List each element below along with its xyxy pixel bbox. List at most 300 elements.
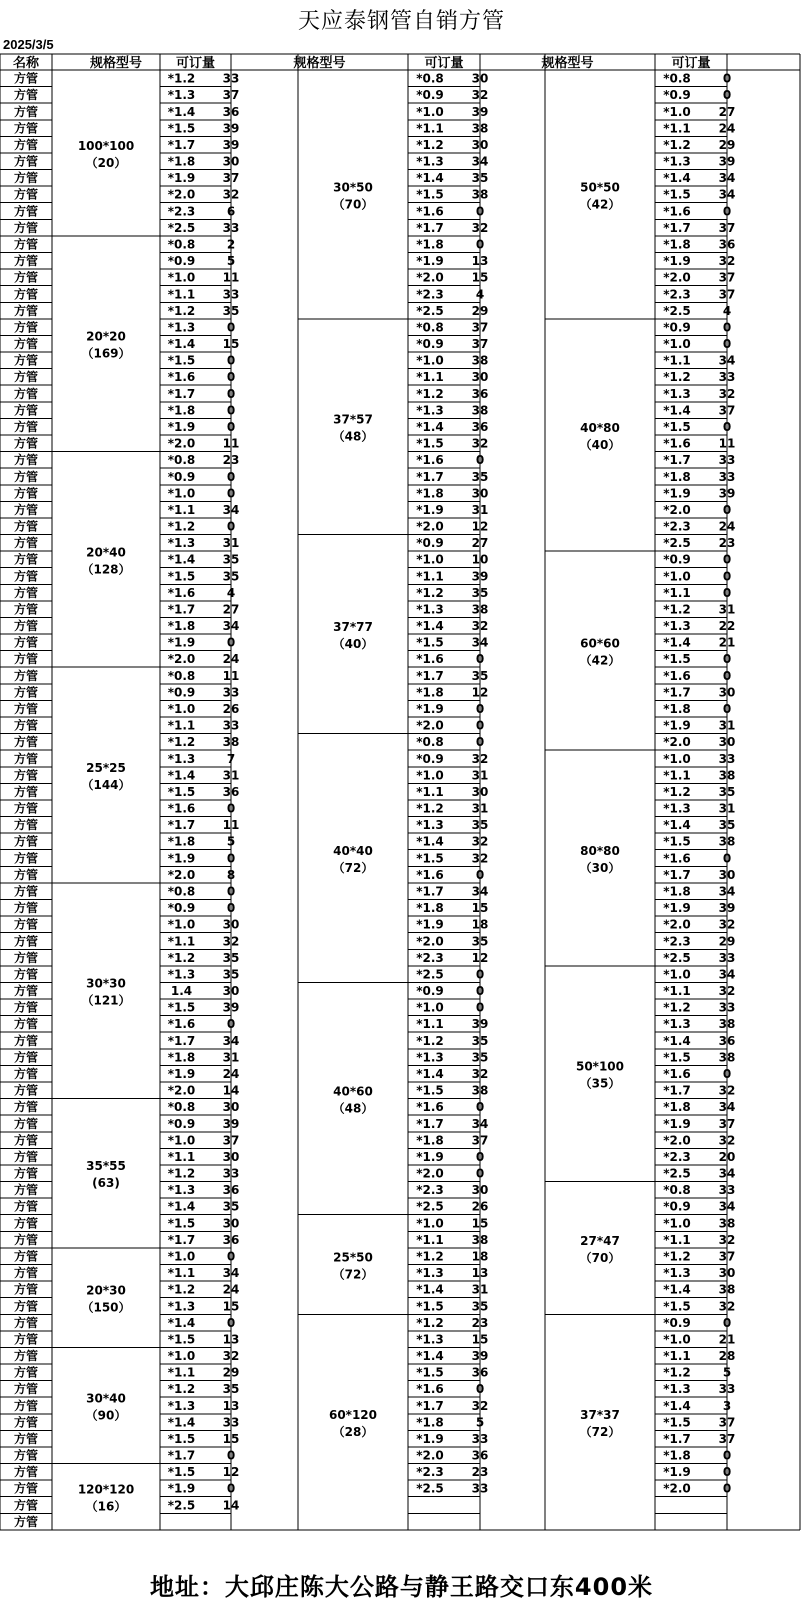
quantity-cell: 29 [718, 137, 736, 152]
quantity-cell: 0 [722, 337, 732, 352]
row-name-label: 方管 [13, 1183, 39, 1198]
thickness-cell: *1.5 [167, 353, 196, 368]
thickness-cell: *1.2 [416, 585, 444, 600]
group-total-label: （70） [579, 1250, 621, 1265]
quantity-cell: 32 [222, 934, 240, 949]
row-name-label: 方管 [13, 635, 39, 650]
row-name-label: 方管 [13, 834, 39, 849]
quantity-cell: 15 [222, 1299, 240, 1314]
quantity-cell: 39 [222, 1116, 240, 1131]
quantity-cell: 24 [718, 519, 736, 534]
quantity-cell: 36 [718, 1033, 736, 1048]
quantity-cell: 38 [471, 602, 489, 617]
thickness-cell: *1.1 [167, 1365, 196, 1380]
quantity-cell: 34 [718, 1100, 736, 1115]
quantity-cell: 0 [722, 88, 732, 103]
quantity-cell: 13 [471, 1266, 489, 1281]
quantity-cell: 27 [222, 602, 240, 617]
quantity-cell: 32 [471, 1066, 489, 1081]
thickness-cell: *1.0 [167, 1133, 196, 1148]
header-spec: 规格型号 [89, 56, 143, 71]
row-name-label: 方管 [13, 1149, 39, 1164]
thickness-cell: *1.6 [663, 204, 691, 219]
quantity-cell: 30 [471, 784, 489, 799]
quantity-cell: 38 [471, 403, 489, 418]
thickness-cell: *2.3 [416, 1183, 444, 1198]
thickness-cell: *1.6 [416, 204, 444, 219]
quantity-cell: 11 [222, 668, 240, 683]
thickness-cell: *1.7 [663, 867, 691, 882]
group-total-label: （30） [579, 861, 621, 876]
thickness-cell: *0.9 [416, 88, 444, 103]
row-name-label: 方管 [13, 1249, 39, 1264]
row-name-label: 方管 [13, 685, 39, 700]
thickness-cell: *1.5 [416, 1365, 444, 1380]
quantity-cell: 32 [718, 1232, 736, 1247]
quantity-cell: 32 [471, 88, 489, 103]
thickness-cell: *2.0 [416, 519, 444, 534]
quantity-cell: 36 [471, 1365, 489, 1380]
row-name-label: 方管 [13, 934, 39, 949]
thickness-cell: *1.1 [167, 1149, 196, 1164]
quantity-cell: 30 [471, 370, 489, 385]
quantity-cell: 0 [475, 1000, 485, 1015]
group-total-label: （28） [332, 1425, 374, 1440]
quantity-cell: 32 [718, 254, 736, 269]
row-name-label: 方管 [13, 619, 39, 634]
thickness-cell: *1.8 [416, 486, 444, 501]
thickness-cell: *1.9 [416, 254, 444, 269]
thickness-cell: *1.7 [663, 453, 691, 468]
thickness-cell: *1.8 [167, 1050, 196, 1065]
thickness-cell: *2.3 [663, 287, 691, 302]
quantity-cell: 0 [475, 735, 485, 750]
quantity-cell: 15 [471, 1332, 489, 1347]
quantity-cell: 0 [722, 1315, 732, 1330]
thickness-cell: *2.0 [663, 735, 691, 750]
quantity-cell: 11 [718, 436, 736, 451]
thickness-cell: *0.9 [663, 1315, 691, 1330]
quantity-cell: 0 [722, 1066, 732, 1081]
quantity-cell: 5 [226, 834, 236, 849]
quantity-cell: 18 [471, 917, 489, 932]
thickness-cell: *1.6 [416, 867, 444, 882]
row-name-label: 方管 [13, 1415, 39, 1430]
quantity-cell: 6 [226, 204, 236, 219]
quantity-cell: 29 [222, 1365, 240, 1380]
quantity-cell: 38 [471, 187, 489, 202]
thickness-cell: *1.0 [416, 1000, 444, 1015]
row-name-label: 方管 [13, 702, 39, 717]
quantity-cell: 26 [222, 702, 240, 717]
thickness-cell: *1.4 [663, 818, 691, 833]
quantity-cell: 0 [722, 569, 732, 584]
thickness-cell: *0.9 [663, 1199, 691, 1214]
quantity-cell: 37 [718, 1116, 736, 1131]
thickness-cell: *1.6 [663, 436, 691, 451]
quantity-cell: 32 [471, 220, 489, 235]
quantity-cell: 31 [718, 801, 736, 816]
thickness-cell: *1.5 [663, 187, 691, 202]
row-name-label: 方管 [13, 1083, 39, 1098]
quantity-cell: 34 [718, 967, 736, 982]
quantity-cell: 32 [718, 1133, 736, 1148]
thickness-cell: *1.5 [663, 1299, 691, 1314]
thickness-cell: *1.1 [416, 569, 444, 584]
group-total-label: （90） [85, 1408, 127, 1423]
thickness-cell: *1.9 [663, 254, 691, 269]
thickness-cell: *1.5 [167, 121, 196, 136]
quantity-cell: 34 [718, 187, 736, 202]
thickness-cell: *1.7 [167, 386, 196, 401]
thickness-cell: *1.5 [167, 784, 196, 799]
quantity-cell: 0 [722, 419, 732, 434]
quantity-cell: 33 [471, 1481, 489, 1496]
thickness-cell: *1.8 [167, 154, 196, 169]
group-size-label: 37*77 [333, 620, 373, 635]
thickness-cell: *1.1 [416, 784, 444, 799]
thickness-cell: *1.2 [167, 519, 196, 534]
thickness-cell: *1.4 [167, 104, 196, 119]
group-total-label: （121） [81, 993, 131, 1008]
header-qty: 可订量 [175, 56, 216, 71]
thickness-cell: *1.8 [416, 1133, 444, 1148]
quantity-cell: 0 [226, 320, 236, 335]
row-name-label: 方管 [13, 88, 39, 103]
thickness-cell: *1.5 [663, 652, 691, 667]
quantity-cell: 0 [722, 204, 732, 219]
row-name-label: 方管 [13, 104, 39, 119]
quantity-cell: 30 [222, 1100, 240, 1115]
row-name-label: 方管 [13, 287, 39, 302]
thickness-cell: *1.3 [167, 88, 196, 103]
quantity-cell: 33 [718, 1382, 736, 1397]
quantity-cell: 0 [722, 585, 732, 600]
thickness-cell: *1.8 [663, 702, 691, 717]
thickness-cell: *1.0 [663, 104, 691, 119]
row-name-label: 方管 [13, 519, 39, 534]
thickness-cell: *1.2 [167, 303, 196, 318]
quantity-cell: 24 [222, 1066, 240, 1081]
quantity-cell: 37 [471, 320, 489, 335]
thickness-cell: *1.3 [416, 1332, 444, 1347]
quantity-cell: 0 [226, 851, 236, 866]
quantity-cell: 12 [222, 1465, 240, 1480]
row-name-label: 方管 [13, 220, 39, 235]
group-total-label: （169） [81, 346, 131, 361]
thickness-cell: *1.7 [167, 1232, 196, 1247]
quantity-cell: 34 [471, 1116, 489, 1131]
quantity-cell: 12 [471, 685, 489, 700]
row-name-label: 方管 [13, 171, 39, 186]
quantity-cell: 13 [471, 254, 489, 269]
thickness-cell: *1.7 [663, 685, 691, 700]
quantity-cell: 35 [471, 171, 489, 186]
thickness-cell: *1.9 [167, 419, 196, 434]
group-size-label: 60*60 [580, 636, 620, 651]
quantity-cell: 35 [471, 934, 489, 949]
quantity-cell: 32 [222, 187, 240, 202]
quantity-cell: 12 [471, 950, 489, 965]
row-name-label: 方管 [13, 137, 39, 152]
thickness-cell: *1.9 [167, 171, 196, 186]
group-total-label: （150） [81, 1300, 131, 1315]
quantity-cell: 33 [222, 1415, 240, 1430]
quantity-cell: 23 [471, 1315, 489, 1330]
quantity-cell: 35 [718, 818, 736, 833]
thickness-cell: *2.3 [416, 287, 444, 302]
quantity-cell: 8 [226, 867, 236, 882]
row-name-label: 方管 [13, 419, 39, 434]
quantity-cell: 32 [471, 436, 489, 451]
group-size-label: 80*80 [580, 844, 620, 859]
thickness-cell: *1.1 [663, 768, 691, 783]
quantity-cell: 22 [718, 619, 736, 634]
thickness-cell: *1.7 [663, 1431, 691, 1446]
quantity-cell: 24 [222, 1282, 240, 1297]
quantity-cell: 34 [471, 635, 489, 650]
quantity-cell: 23 [222, 453, 240, 468]
quantity-cell: 30 [471, 137, 489, 152]
row-name-label: 方管 [13, 1000, 39, 1015]
thickness-cell: *2.0 [663, 1481, 691, 1496]
thickness-cell: *1.3 [416, 818, 444, 833]
quantity-cell: 14 [222, 1083, 240, 1098]
thickness-cell: *1.1 [663, 1349, 691, 1364]
quantity-cell: 37 [471, 337, 489, 352]
quantity-cell: 13 [222, 1332, 240, 1347]
quantity-cell: 31 [471, 1282, 489, 1297]
quantity-cell: 37 [718, 403, 736, 418]
quantity-cell: 0 [475, 867, 485, 882]
thickness-cell: *1.2 [167, 950, 196, 965]
quantity-cell: 32 [718, 917, 736, 932]
thickness-cell: *1.6 [663, 1066, 691, 1081]
quantity-cell: 5 [226, 254, 236, 269]
quantity-cell: 36 [471, 386, 489, 401]
thickness-cell: *1.4 [167, 768, 196, 783]
quantity-cell: 38 [718, 1050, 736, 1065]
quantity-cell: 0 [226, 403, 236, 418]
thickness-cell: *1.1 [416, 1017, 444, 1032]
thickness-cell: *1.1 [167, 287, 196, 302]
thickness-cell: *1.1 [416, 1232, 444, 1247]
quantity-cell: 34 [222, 1266, 240, 1281]
quantity-cell: 0 [226, 901, 236, 916]
quantity-cell: 35 [471, 1033, 489, 1048]
row-name-label: 方管 [13, 950, 39, 965]
group-size-label: 30*50 [333, 180, 373, 195]
thickness-cell: *1.5 [416, 1299, 444, 1314]
quantity-cell: 35 [471, 668, 489, 683]
quantity-cell: 38 [471, 121, 489, 136]
quantity-cell: 33 [222, 71, 240, 86]
thickness-cell: *1.1 [167, 934, 196, 949]
thickness-cell: *1.3 [416, 1266, 444, 1281]
row-name-label: 方管 [13, 1166, 39, 1181]
quantity-cell: 0 [475, 1166, 485, 1181]
thickness-cell: *1.5 [167, 1216, 196, 1231]
quantity-cell: 33 [471, 1431, 489, 1446]
thickness-cell: *1.2 [663, 1365, 691, 1380]
thickness-cell: *1.0 [167, 270, 196, 285]
thickness-cell: *1.6 [416, 453, 444, 468]
quantity-cell: 39 [718, 901, 736, 916]
quantity-cell: 32 [471, 751, 489, 766]
thickness-cell: *1.7 [416, 668, 444, 683]
thickness-cell: *1.4 [663, 635, 691, 650]
row-name-label: 方管 [13, 602, 39, 617]
quantity-cell: 33 [718, 453, 736, 468]
thickness-cell: *1.0 [663, 337, 691, 352]
row-name-label: 方管 [13, 984, 39, 999]
thickness-cell: *1.0 [416, 552, 444, 567]
thickness-cell: *0.9 [167, 901, 196, 916]
thickness-cell: *1.4 [167, 552, 196, 567]
quantity-cell: 30 [718, 685, 736, 700]
group-size-label: 120*120 [77, 1482, 135, 1497]
thickness-cell: *1.9 [663, 1116, 691, 1131]
quantity-cell: 39 [471, 104, 489, 119]
quantity-cell: 33 [718, 370, 736, 385]
row-name-label: 方管 [13, 1266, 39, 1281]
thickness-cell: *2.0 [167, 187, 196, 202]
quantity-cell: 24 [718, 121, 736, 136]
row-name-label: 方管 [13, 851, 39, 866]
row-name-label: 方管 [13, 1282, 39, 1297]
row-name-label: 方管 [13, 1133, 39, 1148]
thickness-cell: *1.5 [416, 635, 444, 650]
thickness-cell: *1.7 [416, 469, 444, 484]
quantity-cell: 38 [718, 1282, 736, 1297]
group-total-label: （42） [579, 197, 621, 212]
quantity-cell: 0 [722, 552, 732, 567]
quantity-cell: 13 [222, 1398, 240, 1413]
thickness-cell: *2.0 [663, 270, 691, 285]
row-name-label: 方管 [13, 121, 39, 136]
thickness-cell: *0.9 [416, 984, 444, 999]
quantity-cell: 39 [471, 569, 489, 584]
quantity-cell: 38 [471, 1232, 489, 1247]
quantity-cell: 7 [226, 751, 236, 766]
thickness-cell: *0.8 [663, 1183, 691, 1198]
thickness-cell: *1.1 [663, 1232, 691, 1247]
row-name-label: 方管 [13, 751, 39, 766]
quantity-cell: 33 [222, 718, 240, 733]
row-name-label: 方管 [13, 536, 39, 551]
thickness-cell: *1.4 [416, 1066, 444, 1081]
group-size-label: 25*50 [333, 1250, 373, 1265]
quantity-cell: 32 [718, 386, 736, 401]
thickness-cell: *1.9 [663, 901, 691, 916]
thickness-cell: *1.5 [167, 1465, 196, 1480]
quantity-cell: 32 [471, 619, 489, 634]
thickness-cell: *1.6 [416, 1382, 444, 1397]
thickness-cell: *1.8 [663, 884, 691, 899]
quantity-cell: 0 [722, 851, 732, 866]
thickness-cell: *1.3 [167, 967, 196, 982]
quantity-cell: 0 [722, 1465, 732, 1480]
thickness-cell: *1.2 [663, 784, 691, 799]
row-name-label: 方管 [13, 552, 39, 567]
thickness-cell: *1.7 [167, 1448, 196, 1463]
thickness-cell: *1.1 [663, 984, 691, 999]
thickness-cell: *2.5 [167, 1498, 196, 1513]
thickness-cell: *1.0 [416, 353, 444, 368]
thickness-cell: *1.7 [663, 1083, 691, 1098]
row-name-label: 方管 [13, 187, 39, 202]
thickness-cell: *1.7 [167, 1033, 196, 1048]
group-total-label: （48） [332, 1101, 374, 1116]
thickness-cell: *1.2 [663, 137, 691, 152]
quantity-cell: 10 [471, 552, 489, 567]
header-name: 名称 [12, 56, 40, 71]
thickness-cell: *1.3 [663, 1382, 691, 1397]
thickness-cell: *1.3 [167, 320, 196, 335]
thickness-cell: *1.1 [663, 121, 691, 136]
row-name-label: 方管 [13, 967, 39, 982]
group-size-label: 50*50 [580, 180, 620, 195]
row-name-label: 方管 [13, 867, 39, 882]
quantity-cell: 0 [475, 652, 485, 667]
quantity-cell: 35 [222, 1382, 240, 1397]
thickness-cell: *1.4 [416, 619, 444, 634]
thickness-cell: *1.2 [663, 1000, 691, 1015]
quantity-cell: 30 [471, 486, 489, 501]
page-title: 天应泰钢管自销方管 [297, 9, 505, 34]
group-total-label: （48） [332, 429, 374, 444]
quantity-cell: 39 [222, 1000, 240, 1015]
thickness-cell: *1.9 [663, 1465, 691, 1480]
quantity-cell: 32 [718, 984, 736, 999]
quantity-cell: 32 [718, 1083, 736, 1098]
thickness-cell: *1.8 [416, 901, 444, 916]
thickness-cell: *1.9 [416, 1149, 444, 1164]
row-name-label: 方管 [13, 403, 39, 418]
quantity-cell: 30 [222, 917, 240, 932]
quantity-cell: 30 [222, 154, 240, 169]
row-name-label: 方管 [13, 436, 39, 451]
quantity-cell: 0 [226, 353, 236, 368]
thickness-cell: *1.0 [663, 1216, 691, 1231]
quantity-cell: 31 [471, 502, 489, 517]
row-name-label: 方管 [13, 71, 39, 86]
thickness-cell: *1.0 [663, 751, 691, 766]
thickness-cell: *1.6 [167, 801, 196, 816]
quantity-cell: 35 [471, 585, 489, 600]
thickness-cell: *1.7 [416, 1398, 444, 1413]
thickness-cell: *1.5 [663, 834, 691, 849]
thickness-cell: *1.7 [416, 220, 444, 235]
thickness-cell: *1.8 [167, 834, 196, 849]
date-label: 2025/3/5 [3, 37, 54, 52]
thickness-cell: *2.0 [167, 867, 196, 882]
quantity-cell: 21 [718, 635, 736, 650]
quantity-cell: 36 [471, 419, 489, 434]
row-name-label: 方管 [13, 585, 39, 600]
row-name-label: 方管 [13, 320, 39, 335]
quantity-cell: 5 [475, 1415, 485, 1430]
thickness-cell: *1.5 [167, 569, 196, 584]
quantity-cell: 0 [226, 469, 236, 484]
row-name-label: 方管 [13, 1398, 39, 1413]
group-size-label: 35*55 [86, 1159, 126, 1174]
quantity-cell: 4 [722, 303, 732, 318]
group-total-label: （40） [332, 637, 374, 652]
thickness-cell: *2.5 [416, 1481, 444, 1496]
thickness-cell: *1.5 [416, 436, 444, 451]
quantity-cell: 35 [718, 784, 736, 799]
